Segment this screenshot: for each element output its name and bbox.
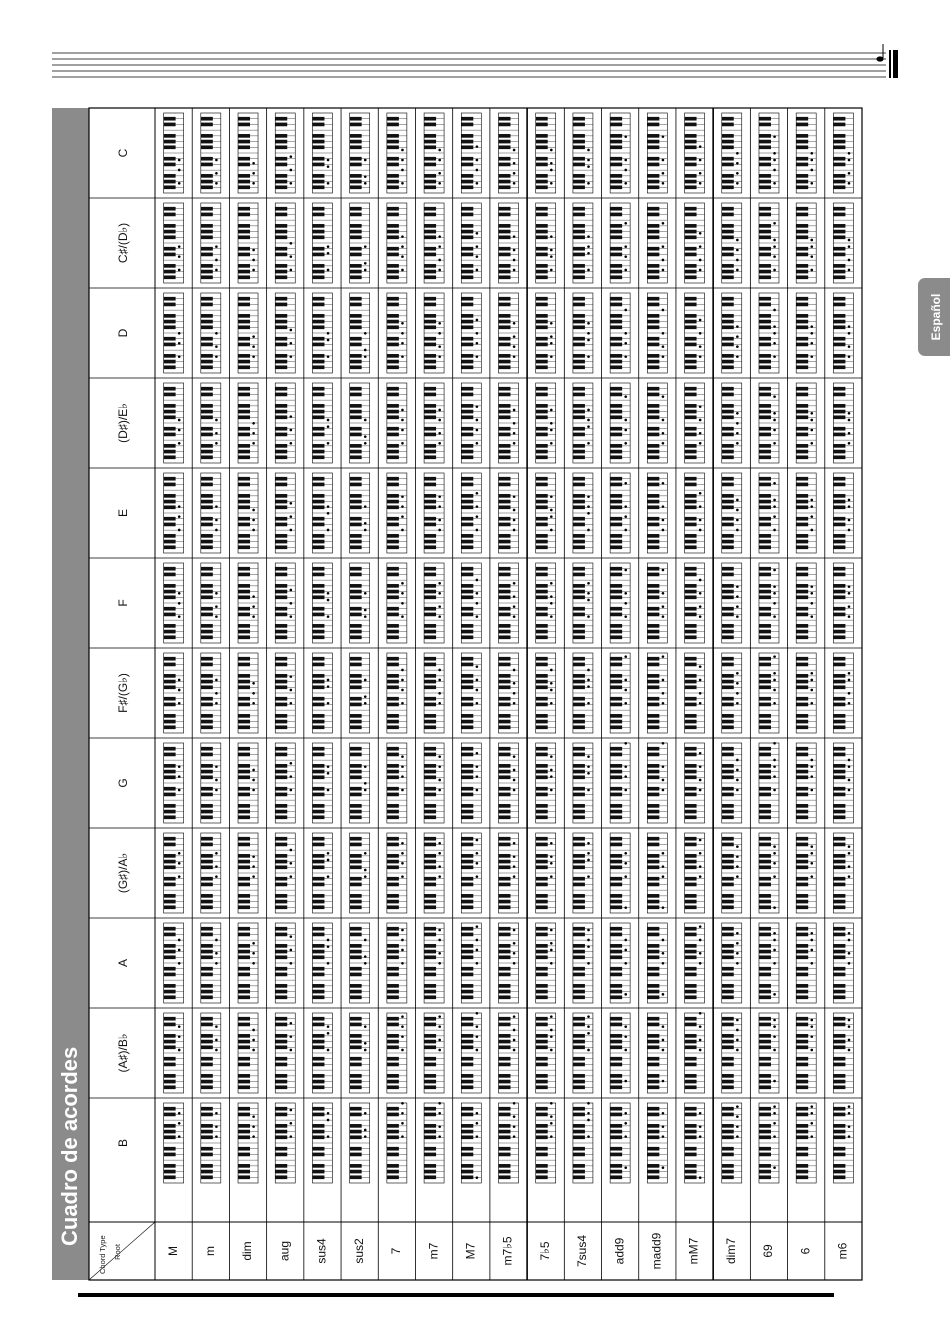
keyboard-diagram	[573, 383, 593, 463]
keyboard-diagram	[833, 743, 853, 823]
keyboard-diagram	[164, 293, 184, 373]
keyboard-diagram	[164, 1103, 184, 1183]
keyboard-diagram	[833, 203, 853, 283]
keyboard-diagram	[387, 833, 407, 913]
keyboard-diagram	[685, 1012, 705, 1093]
keyboard-diagram	[759, 742, 779, 823]
keyboard-diagram	[201, 923, 221, 1003]
keyboard-diagram	[275, 293, 295, 373]
keyboard-diagram	[722, 113, 742, 193]
keyboard-diagram	[461, 743, 481, 823]
keyboard-diagram	[461, 293, 481, 373]
keyboard-diagram	[238, 563, 258, 643]
keyboard-diagram	[722, 563, 742, 643]
keyboard-diagram	[164, 203, 184, 283]
chord-type-label: 7♭5	[537, 1241, 552, 1261]
keyboard-diagram	[796, 1103, 816, 1183]
keyboard-diagram	[610, 923, 630, 1003]
keyboard-diagram	[461, 923, 481, 1003]
keyboard-diagram	[201, 473, 221, 553]
keyboard-diagram	[685, 653, 705, 733]
keyboard-diagram	[350, 113, 370, 193]
keyboard-diagram	[499, 1102, 519, 1183]
corner-root-label: Root	[113, 1244, 122, 1260]
keyboard-diagram	[833, 473, 853, 553]
keyboard-diagram	[722, 923, 742, 1003]
keyboard-diagram	[238, 1103, 258, 1183]
keyboard-diagram	[759, 1013, 779, 1093]
keyboard-diagram	[759, 833, 779, 913]
keyboard-diagram	[238, 743, 258, 823]
keyboard-diagram	[796, 293, 816, 373]
keyboard-diagram	[573, 743, 593, 823]
keyboard-diagram	[685, 923, 705, 1003]
keyboard-diagram	[424, 1102, 444, 1183]
keyboard-diagram	[275, 923, 295, 1003]
root-label: B	[116, 1138, 131, 1148]
keyboard-diagram	[238, 203, 258, 283]
keyboard-diagram	[387, 653, 407, 733]
keyboard-diagram	[796, 1013, 816, 1093]
keyboard-diagram	[275, 563, 295, 643]
root-label: (G♯)/A♭	[116, 852, 131, 894]
root-label: E	[116, 508, 131, 518]
corner-chord-type-label: Chord Type	[98, 1235, 107, 1274]
keyboard-diagram	[833, 293, 853, 373]
keyboard-diagram	[796, 833, 816, 913]
keyboard-diagram	[275, 203, 295, 283]
root-label: D	[116, 328, 131, 338]
keyboard-diagram	[499, 833, 519, 913]
keyboard-diagram	[647, 203, 667, 283]
keyboard-diagram	[424, 653, 444, 733]
keyboard-diagram	[201, 383, 221, 463]
keyboard-diagram	[759, 923, 779, 1003]
keyboard-diagram	[350, 473, 370, 553]
keyboard-diagram	[833, 653, 853, 733]
keyboard-diagram	[238, 833, 258, 913]
keyboard-diagram	[536, 1013, 556, 1093]
keyboard-diagram	[312, 563, 332, 643]
keyboard-diagram	[833, 833, 853, 913]
keyboard-diagram	[275, 473, 295, 553]
keyboard-diagram	[164, 653, 184, 733]
chord-type-label: aug	[277, 1240, 292, 1262]
keyboard-diagram	[387, 473, 407, 553]
keyboard-diagram	[573, 923, 593, 1003]
keyboard-diagram	[312, 113, 332, 193]
keyboard-diagram	[238, 473, 258, 553]
keyboard-diagram	[610, 833, 630, 913]
keyboard-diagram	[685, 293, 705, 373]
keyboard-diagram	[833, 383, 853, 463]
keyboard-diagram	[164, 473, 184, 553]
keyboard-diagram	[238, 653, 258, 733]
keyboard-diagram	[312, 923, 332, 1003]
keyboard-diagram	[499, 293, 519, 373]
language-tab-label: Español	[929, 293, 943, 341]
keyboard-diagram	[424, 833, 444, 913]
keyboard-diagram	[461, 203, 481, 283]
keyboard-diagram	[573, 833, 593, 913]
keyboard-diagram	[424, 563, 444, 643]
keyboard-diagram	[610, 203, 630, 283]
keyboard-diagram	[499, 203, 519, 283]
keyboard-diagram	[796, 473, 816, 553]
keyboard-diagram	[424, 923, 444, 1003]
root-label: (D♯)/E♭	[116, 403, 131, 443]
keyboard-diagram	[536, 1102, 556, 1183]
keyboard-diagram	[647, 742, 667, 823]
keyboard-diagram	[536, 113, 556, 193]
keyboard-diagram	[238, 923, 258, 1003]
root-label: C	[116, 148, 131, 158]
keyboard-diagram	[536, 743, 556, 823]
keyboard-diagram	[796, 743, 816, 823]
keyboard-diagram	[796, 383, 816, 463]
chord-type-label: add9	[612, 1237, 627, 1265]
keyboard-diagram	[573, 563, 593, 643]
keyboard-diagram	[424, 113, 444, 193]
keyboard-diagram	[833, 113, 853, 193]
keyboard-diagram	[350, 1013, 370, 1093]
chord-type-label: mM7	[686, 1237, 701, 1265]
keyboard-diagram	[610, 563, 630, 643]
keyboard-diagram	[685, 1103, 705, 1183]
keyboard-diagram	[387, 743, 407, 823]
keyboard-diagram	[759, 473, 779, 553]
keyboard-diagram	[201, 563, 221, 643]
keyboard-diagram	[387, 383, 407, 463]
keyboard-diagram	[350, 293, 370, 373]
keyboard-diagram	[759, 563, 779, 643]
keyboard-diagram	[536, 203, 556, 283]
keyboard-diagram	[833, 563, 853, 643]
keyboard-diagram	[647, 923, 667, 1003]
keyboard-diagram	[573, 113, 593, 193]
keyboard-diagram	[461, 473, 481, 553]
keyboard-diagram	[536, 563, 556, 643]
chord-type-label: M	[165, 1246, 180, 1256]
keyboard-diagram	[499, 113, 519, 193]
keyboard-diagram	[350, 833, 370, 913]
keyboard-diagram	[536, 293, 556, 373]
keyboard-diagram	[461, 833, 481, 913]
keyboard-diagram	[722, 833, 742, 913]
page-title: Cuadro de acordes	[57, 1046, 82, 1246]
keyboard-diagram	[499, 653, 519, 733]
keyboard-diagram	[201, 113, 221, 193]
root-label: F♯/(G♭)	[116, 673, 131, 713]
keyboard-diagram	[759, 383, 779, 463]
keyboard-diagram	[350, 383, 370, 463]
keyboard-diagram	[722, 1103, 742, 1183]
keyboard-diagram	[722, 653, 742, 733]
keyboard-diagram	[387, 923, 407, 1003]
keyboard-diagram	[312, 1103, 332, 1183]
keyboard-diagram	[312, 1013, 332, 1093]
keyboard-diagram	[536, 833, 556, 913]
keyboard-diagram	[424, 383, 444, 463]
keyboard-diagram	[759, 653, 779, 733]
keyboard-diagram	[759, 203, 779, 283]
keyboard-diagram	[536, 473, 556, 553]
bottom-rule	[78, 1293, 834, 1297]
keyboard-diagram	[461, 563, 481, 643]
keyboard-diagram	[722, 1013, 742, 1093]
keyboard-diagram	[536, 653, 556, 733]
keyboard-diagram	[312, 473, 332, 553]
keyboard-diagram	[685, 563, 705, 643]
keyboard-diagram	[238, 1013, 258, 1093]
chord-type-label: sus2	[351, 1238, 366, 1264]
keyboard-diagram	[387, 563, 407, 643]
keyboard-diagram	[833, 1013, 853, 1093]
keyboard-diagram	[312, 383, 332, 463]
keyboard-diagram	[610, 1103, 630, 1183]
keyboard-diagram	[647, 293, 667, 373]
keyboard-diagram	[685, 473, 705, 553]
keyboard-diagram	[164, 1013, 184, 1093]
keyboard-diagram	[201, 1013, 221, 1093]
keyboard-diagram	[685, 833, 705, 913]
keyboard-diagram	[647, 473, 667, 553]
keyboard-diagram	[722, 473, 742, 553]
chord-type-label: m6	[835, 1242, 850, 1260]
keyboard-diagram	[461, 383, 481, 463]
keyboard-diagram	[350, 203, 370, 283]
keyboard-diagram	[610, 742, 630, 823]
chord-type-label: madd9	[649, 1232, 664, 1270]
keyboard-diagram	[164, 833, 184, 913]
keyboard-diagram	[275, 113, 295, 193]
keyboard-diagram	[461, 1103, 481, 1183]
keyboard-diagram	[573, 203, 593, 283]
keyboard-diagram	[573, 1013, 593, 1093]
keyboard-diagram	[275, 743, 295, 823]
chord-type-label: 7sus4	[575, 1234, 590, 1268]
keyboard-diagram	[312, 743, 332, 823]
keyboard-diagram	[610, 653, 630, 733]
chord-type-label: dim7	[723, 1237, 738, 1265]
keyboard-diagram	[201, 653, 221, 733]
keyboard-diagram	[461, 1012, 481, 1093]
keyboard-diagram	[499, 383, 519, 463]
keyboard-diagram	[499, 923, 519, 1003]
root-label: (A♯)/B♭	[116, 1033, 131, 1073]
keyboard-diagram	[461, 653, 481, 733]
keyboard-diagram	[759, 1103, 779, 1183]
keyboard-diagram	[387, 1013, 407, 1093]
keyboard-diagram	[164, 383, 184, 463]
keyboard-diagram	[312, 653, 332, 733]
keyboard-diagram	[536, 923, 556, 1003]
keyboard-diagram	[164, 923, 184, 1003]
keyboard-diagram	[647, 383, 667, 463]
keyboard-diagram	[275, 653, 295, 733]
keyboard-diagram	[685, 203, 705, 283]
keyboard-diagram	[610, 473, 630, 553]
keyboard-diagram	[238, 113, 258, 193]
keyboard-diagram	[275, 383, 295, 463]
keyboard-diagram	[647, 1103, 667, 1183]
root-label: F	[116, 599, 131, 607]
keyboard-diagram	[461, 113, 481, 193]
keyboard-diagram	[201, 203, 221, 283]
keyboard-diagram	[350, 1103, 370, 1183]
keyboard-diagram	[275, 833, 295, 913]
keyboard-diagram	[796, 923, 816, 1003]
keyboard-diagram	[647, 1013, 667, 1093]
keyboard-diagram	[275, 1013, 295, 1093]
keyboard-diagram	[387, 113, 407, 193]
keyboard-diagram	[238, 293, 258, 373]
keyboard-diagram	[424, 1013, 444, 1093]
keyboard-diagram	[685, 113, 705, 193]
keyboard-diagram	[201, 293, 221, 373]
keyboard-diagram	[312, 203, 332, 283]
keyboard-diagram	[573, 653, 593, 733]
keyboard-diagram	[685, 743, 705, 823]
keyboard-diagram	[387, 203, 407, 283]
keyboard-diagram	[275, 1103, 295, 1183]
chord-type-label: M7	[463, 1242, 478, 1260]
keyboard-diagram	[424, 293, 444, 373]
chord-type-label: 6	[798, 1247, 813, 1255]
chord-type-label: sus4	[314, 1238, 329, 1264]
keyboard-diagram	[312, 293, 332, 373]
keyboard-diagram	[387, 1102, 407, 1183]
chord-type-label: 7	[389, 1247, 404, 1255]
keyboard-diagram	[499, 1013, 519, 1093]
keyboard-diagram	[387, 293, 407, 373]
keyboard-diagram	[424, 743, 444, 823]
keyboard-diagram	[201, 833, 221, 913]
keyboard-diagram	[796, 563, 816, 643]
root-label: C♯/(D♭)	[116, 222, 131, 264]
keyboard-diagram	[164, 113, 184, 193]
chord-type-label: 69	[761, 1244, 776, 1258]
keyboard-diagram	[647, 653, 667, 733]
keyboard-diagram	[573, 293, 593, 373]
chord-type-label: m7	[426, 1242, 441, 1260]
root-label: A	[116, 958, 131, 968]
chord-type-label: m7♭5	[500, 1236, 515, 1266]
keyboard-diagram	[610, 1013, 630, 1093]
keyboard-diagram	[722, 383, 742, 463]
keyboard-diagram	[759, 293, 779, 373]
keyboard-diagram	[796, 653, 816, 733]
keyboard-diagram	[722, 203, 742, 283]
keyboard-diagram	[759, 113, 779, 193]
keyboard-diagram	[647, 113, 667, 193]
keyboard-diagram	[610, 113, 630, 193]
keyboard-diagram	[350, 743, 370, 823]
keyboard-diagram	[499, 563, 519, 643]
keyboard-diagram	[350, 923, 370, 1003]
keyboard-diagram	[722, 743, 742, 823]
keyboard-diagram	[573, 473, 593, 553]
keyboard-diagram	[424, 473, 444, 553]
keyboard-diagram	[350, 653, 370, 733]
keyboard-diagram	[833, 1103, 853, 1183]
keyboard-diagram	[833, 923, 853, 1003]
chord-type-label: m	[202, 1246, 217, 1256]
keyboard-diagram	[312, 833, 332, 913]
keyboard-diagram	[201, 743, 221, 823]
keyboard-diagram	[238, 383, 258, 463]
keyboard-diagram	[796, 113, 816, 193]
root-label: G	[116, 778, 131, 788]
keyboard-diagram	[647, 833, 667, 913]
keyboard-diagram	[610, 293, 630, 373]
keyboard-diagram	[610, 383, 630, 463]
keyboard-diagram	[164, 743, 184, 823]
keyboard-diagram	[350, 563, 370, 643]
keyboard-diagram	[201, 1103, 221, 1183]
chord-type-label: dim	[240, 1241, 255, 1261]
keyboard-diagram	[796, 203, 816, 283]
keyboard-diagram	[499, 743, 519, 823]
keyboard-diagram	[164, 563, 184, 643]
keyboard-diagram	[424, 203, 444, 283]
keyboard-diagram	[722, 293, 742, 373]
keyboard-diagram	[685, 383, 705, 463]
keyboard-diagram	[573, 1102, 593, 1183]
keyboard-diagram	[536, 383, 556, 463]
keyboard-diagram	[499, 473, 519, 553]
keyboard-diagram	[647, 563, 667, 643]
